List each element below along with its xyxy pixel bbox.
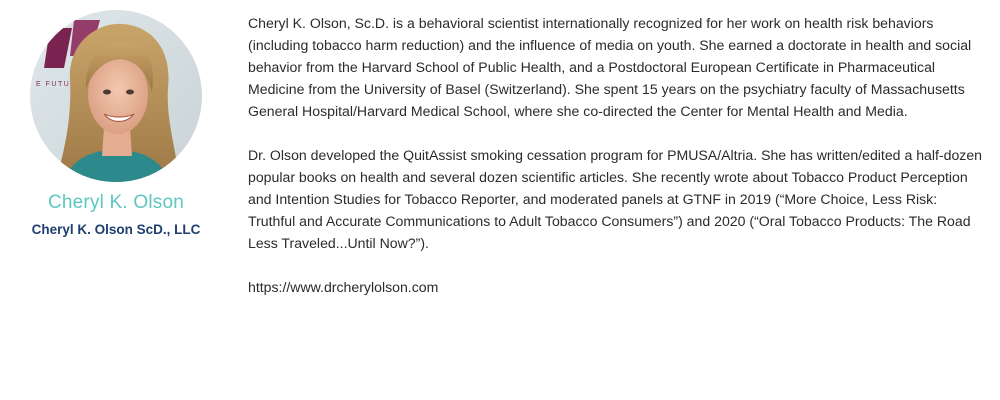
avatar (30, 10, 202, 182)
profile-card (28, 10, 204, 237)
bio-section (248, 12, 983, 298)
company-name: Cheryl K. Olson ScD., LLC (31, 222, 201, 237)
photo-background-text: E FUTU (36, 81, 71, 88)
portrait-photo-icon (30, 10, 202, 182)
person-name: Cheryl K. Olson (47, 192, 185, 213)
website-link[interactable]: https://www.drcherylolson.com (248, 279, 439, 295)
bio-paragraph-2: Dr. Olson developed the QuitAssist smoking cessation program for PMUSA/Altria. She has written/edited a half-dozen popular books on health and several dozen scientific articles. She recently wrote about Tobacco Product Perception and Intention Studies for Tobacco Reporter, and moderated panels at GTNF in 2019 (“More Choice, Less Risk: Truthful and Accurate Communications to Adult Tobacco Consumers”) and 2020 (“Oral Tobacco Products: The Road Less Traveled...Until Now?”). (248, 147, 983, 251)
bio-paragraph-1: Cheryl K. Olson, Sc.D. is a behavioral scientist internationally recognized for her work on health risk behaviors (including tobacco harm reduction) and the influence of media on youth. She earned a doctorate in health and social behavior from the Harvard School of Public Health, and a Postdoctoral European Certificate in Pharmaceutical Medicine from the University of Basel (Switzerland). She spent 15 years on the psychiatry faculty of Massachusetts General Hospital/Harvard Medical School, where she co-directed the Center for Mental Health and Media. (248, 15, 972, 119)
